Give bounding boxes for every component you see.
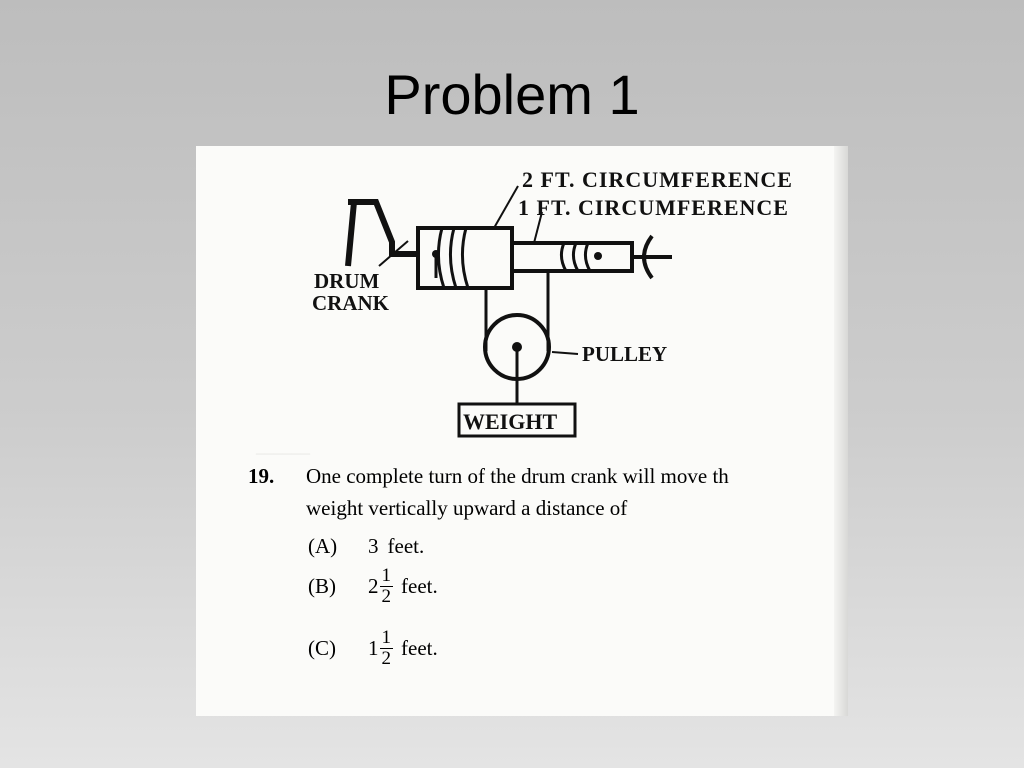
small-drum-rope-knot bbox=[594, 252, 602, 260]
fraction-denominator: 2 bbox=[381, 586, 391, 607]
fraction-numerator: 1 bbox=[381, 565, 391, 586]
option-letter: (A) bbox=[308, 534, 338, 558]
large-drum-rope-knot bbox=[432, 250, 440, 258]
answer-option-c bbox=[308, 628, 438, 669]
pulley-leader bbox=[552, 352, 578, 354]
slide-title: Problem 1 bbox=[384, 63, 640, 126]
label-pulley: PULLEY bbox=[582, 342, 668, 366]
option-whole: 2 bbox=[368, 574, 379, 598]
crank-arm bbox=[348, 202, 354, 266]
label-1ft-circumference: 1 FT. CIRCUMFERENCE bbox=[518, 195, 789, 220]
leader-2ft bbox=[494, 186, 518, 228]
option-letter: (C) bbox=[308, 636, 336, 660]
small-drum-coils bbox=[561, 243, 590, 271]
option-fraction bbox=[380, 628, 394, 669]
answer-option-a bbox=[308, 534, 424, 559]
answer-option-b bbox=[308, 566, 438, 607]
fraction-numerator: 1 bbox=[381, 627, 391, 648]
scan-page-edge bbox=[834, 146, 848, 716]
fraction-denominator: 2 bbox=[381, 648, 391, 669]
label-weight: WEIGHT bbox=[463, 409, 558, 434]
label-drum: DRUM bbox=[314, 269, 380, 293]
option-whole: 3 bbox=[368, 534, 379, 558]
question-line-1: One complete turn of the drum crank will move th bbox=[306, 464, 729, 488]
option-whole: 1 bbox=[368, 636, 379, 660]
label-2ft-circumference: 2 FT. CIRCUMFERENCE bbox=[522, 167, 793, 192]
option-fraction bbox=[380, 566, 394, 607]
option-letter: (B) bbox=[308, 574, 336, 598]
drum-crank-pulley-diagram bbox=[196, 146, 848, 446]
question-number: 19. bbox=[248, 464, 275, 488]
option-unit: feet. bbox=[387, 534, 425, 558]
bleed-through-text: ______ bbox=[256, 436, 310, 456]
question-line-2: weight vertically upward a distance of bbox=[306, 496, 628, 520]
crank-handle bbox=[348, 202, 418, 254]
option-unit: feet. bbox=[401, 636, 438, 660]
label-crank: CRANK bbox=[312, 291, 389, 315]
question-text bbox=[306, 460, 848, 524]
option-unit: feet. bbox=[401, 574, 438, 598]
scanned-problem-image bbox=[196, 146, 848, 716]
large-drum-coils bbox=[438, 228, 468, 288]
